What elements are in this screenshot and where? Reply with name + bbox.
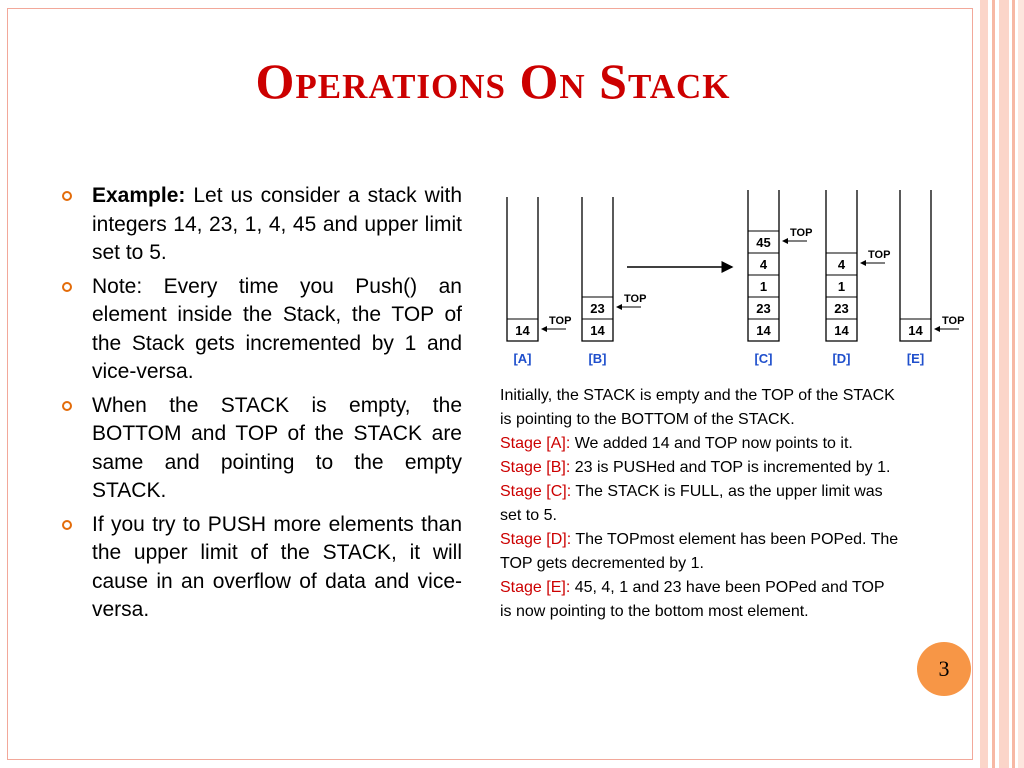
- stack-column: [582, 197, 646, 366]
- slide-title: Operations On Stack: [255, 53, 731, 109]
- top-pointer-head-icon: [782, 238, 788, 244]
- stack-label: [A]: [513, 351, 532, 366]
- stage-text: 45, 4, 1 and 23 have been POPed and TOP is now pointing to the bottom most element.: [500, 579, 885, 620]
- stack-value: 14: [834, 323, 849, 338]
- bullet-dot-icon: [62, 401, 72, 411]
- decor-stripe: [980, 0, 988, 768]
- top-pointer-label: TOP: [942, 315, 965, 327]
- bullet-text: Let us consider a stack with integers 14, 23, 1, 4, 45 and upper limit set to 5.: [92, 184, 462, 264]
- top-pointer-head-icon: [616, 304, 622, 310]
- top-pointer-head-icon: [860, 260, 866, 266]
- bullet-text: Note: Every time you Push() an element inside the Stack, the TOP of the Stack gets incremented by 1 and vice-versa.: [92, 274, 462, 383]
- stack-column: [900, 190, 964, 366]
- stage-line: [500, 456, 900, 480]
- bullet-dot-icon: [62, 282, 72, 292]
- decor-stripe: [992, 0, 995, 768]
- bullet-list: [62, 182, 462, 630]
- stack-value: 1: [759, 279, 768, 294]
- stack-label: [D]: [832, 351, 851, 366]
- stage-text: We added 14 and TOP now points to it.: [570, 435, 853, 452]
- stack-value: 23: [756, 301, 771, 316]
- stack-value: 14: [515, 323, 530, 338]
- bullet-text: When the STACK is empty, the BOTTOM and TOP of the STACK are same and pointing to the empty STACK.: [92, 393, 462, 502]
- top-pointer-label: TOP: [868, 249, 891, 261]
- stage-label: Stage [E]:: [500, 579, 571, 596]
- stack-container: [900, 190, 931, 341]
- stage-line: [500, 576, 900, 624]
- stage-label: Stage [B]:: [500, 459, 571, 476]
- top-pointer-label: TOP: [790, 227, 813, 239]
- stage-text: The STACK is FULL, as the upper limit was set to 5.: [500, 483, 883, 524]
- stack-value: 14: [590, 323, 605, 338]
- stack-value: 23: [590, 301, 605, 316]
- stack-column: [507, 197, 571, 366]
- bullet-item: [62, 273, 462, 387]
- stage-text: 23 is PUSHed and TOP is incremented by 1.: [570, 459, 891, 476]
- stage-text: The TOPmost element has been POPed. The TOP gets decremented by 1.: [500, 531, 899, 572]
- description-intro: Initially, the STACK is empty and the TOP of the STACK is pointing to the BOTTOM of the STACK.: [500, 387, 895, 428]
- stack-diagram: [495, 185, 975, 375]
- bullet-text: If you try to PUSH more elements than the upper limit of the STACK, it will cause in an overflow of data and vice-versa.: [92, 512, 462, 621]
- bullet-dot-icon: [62, 191, 72, 201]
- top-pointer-head-icon: [934, 326, 940, 332]
- stack-value: 23: [834, 301, 849, 316]
- stage-label: Stage [C]:: [500, 483, 572, 500]
- stack-value: 45: [756, 235, 771, 250]
- stack-value: 1: [837, 279, 846, 294]
- decor-stripe: [999, 0, 1009, 768]
- top-pointer-label: TOP: [549, 315, 572, 327]
- decor-stripe: [1018, 0, 1024, 768]
- stack-value: 14: [756, 323, 771, 338]
- stack-label: [E]: [906, 351, 925, 366]
- bullet-item: [62, 392, 462, 506]
- stack-value: 4: [837, 257, 846, 272]
- stage-line: [500, 480, 900, 528]
- stage-label: Stage [D]:: [500, 531, 572, 548]
- stage-line: [500, 528, 900, 576]
- bullet-item: [62, 511, 462, 625]
- stack-column: [748, 190, 812, 366]
- page-number-badge: 3: [917, 642, 971, 696]
- top-pointer-head-icon: [541, 326, 547, 332]
- decor-stripe: [1012, 0, 1015, 768]
- bullet-item: [62, 182, 462, 268]
- stage-label: Stage [A]:: [500, 435, 571, 452]
- stack-value: 14: [908, 323, 923, 338]
- top-pointer-label: TOP: [624, 293, 647, 305]
- bullet-dot-icon: [62, 520, 72, 530]
- stage-description: [500, 384, 900, 624]
- stack-value: 4: [759, 257, 768, 272]
- bullet-bold: Example:: [92, 184, 186, 207]
- stage-line: [500, 432, 900, 456]
- stack-label: [B]: [588, 351, 607, 366]
- stack-label: [C]: [754, 351, 773, 366]
- stack-column: [826, 190, 890, 366]
